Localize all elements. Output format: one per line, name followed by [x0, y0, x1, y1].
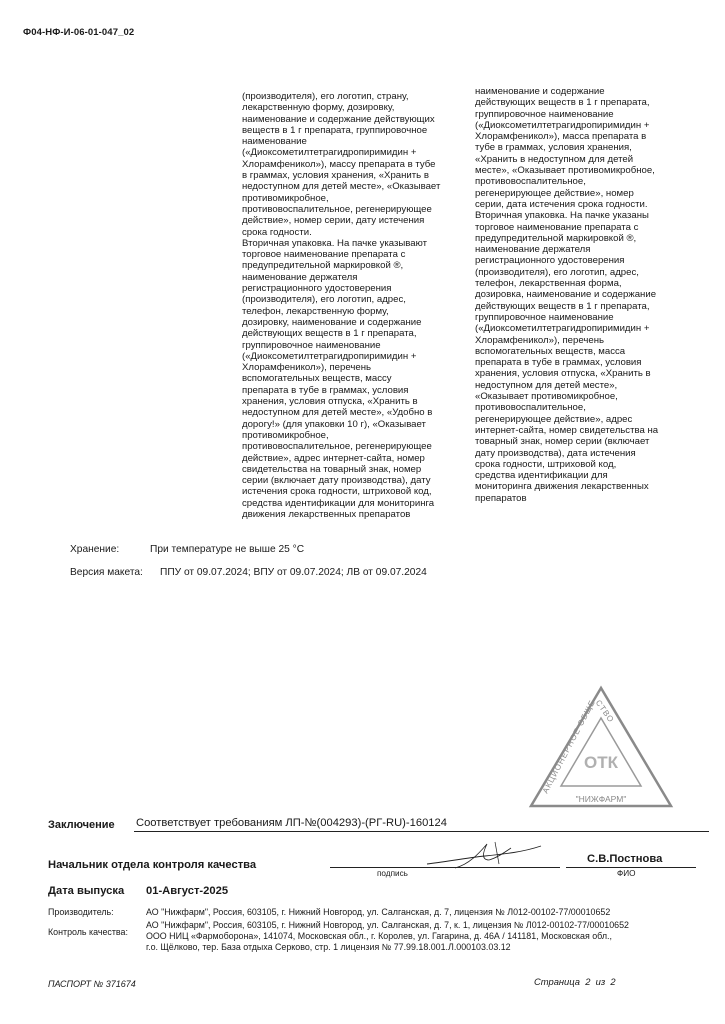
stamp-bottom-text: "НИЖФАРМ": [575, 794, 627, 804]
storage-label: Хранение:: [70, 544, 120, 555]
quality-control-line: г.о. Щёлково, тер. База отдыха Серково, стр. 1 лицензия № 77.99.18.001.Л.000103.03.12: [146, 942, 511, 953]
text-line: Хлорамфеникол»), перечень: [475, 334, 604, 346]
text-line: («Диоксометилтетрагидропиримидин +: [475, 119, 650, 131]
text-line: действующих веществ в 1 г препарата,: [242, 328, 417, 340]
text-line: препарата в тубе в граммах, условия: [242, 384, 409, 396]
text-line: Хлорамфеникол»), массу препарата в тубе: [242, 158, 436, 170]
conclusion-label: Заключение: [48, 819, 115, 831]
signature-line: [330, 867, 560, 868]
quality-control-line: ООО НИЦ «Фармоборона», 141074, Московская обл., г. Королев, ул. Гагарина, д. 46А / 141181, Московская обл.,: [146, 931, 612, 942]
text-line: противовоспалительное,: [475, 402, 586, 414]
layout-version-label: Версия макета:: [70, 567, 143, 578]
text-line: действующих веществ в 1 г препарата,: [475, 300, 650, 312]
text-line: действующих веществ в 1 г препарата,: [475, 97, 650, 109]
text-line: товарный знак, номер серии (включает: [475, 436, 650, 448]
text-line: серии, дата истечения срока годности.: [475, 198, 648, 210]
conclusion-underline: [134, 831, 709, 832]
text-line: вспомогательных веществ, массу: [242, 373, 392, 385]
text-line: интернет-сайта, номер свидетельства на: [475, 424, 659, 436]
text-line: свидетельства на товарный знак, номер: [242, 463, 422, 475]
text-line: регенерирующее действие», номер: [475, 187, 634, 199]
text-line: действие», номер серии, дату истечения: [242, 215, 425, 227]
quality-control-value: [146, 920, 629, 954]
otk-stamp: [527, 682, 675, 812]
manufacturer-label: Производитель:: [48, 907, 114, 917]
text-line: средства идентификации для: [475, 470, 608, 482]
page-of: из: [595, 976, 606, 987]
text-line: срока годности.: [242, 226, 312, 238]
text-line: противомикробное,: [242, 192, 329, 204]
text-line: дозировка, наименование и содержание: [475, 289, 657, 301]
text-line: группировочное наименование: [475, 311, 614, 323]
page-indicator: [534, 976, 616, 987]
text-line: Хлорамфеникол»), перечень: [242, 362, 371, 374]
text-line: предупредительной маркировкой ®,: [242, 260, 404, 272]
text-line: противовоспалительное, регенерирующее: [242, 203, 432, 215]
text-line: дозировку, наименование и содержание: [242, 316, 422, 328]
manufacturer-value: АО "Нижфарм", Россия, 603105, г. Нижний Новгород, ул. Салганская, д. 7, лицензия № Л012-00102-77/00010652: [146, 907, 611, 917]
text-line: действие», адрес интернет-сайта, номер: [242, 452, 425, 464]
document-code: Ф04-НФ-И-06-01-047_02: [23, 27, 135, 38]
text-line: («Диоксометилтетрагидропиримидин +: [475, 323, 650, 335]
text-line: противомикробное,: [242, 429, 329, 441]
text-line: мониторинга движения лекарственных: [475, 481, 649, 493]
svg-text:АКЦИОНЕРНОЕ ОБЩЕСТВО: [541, 698, 616, 795]
quality-control-label: Контроль качества:: [48, 927, 128, 937]
text-line: дату производства), дата истечения: [475, 447, 636, 459]
release-date-label: Дата выпуска: [48, 885, 125, 897]
page-current: 2: [585, 976, 591, 987]
text-line: хранения, условия отпуска, «Хранить в: [475, 368, 651, 380]
page-word: Страница: [534, 976, 580, 987]
quality-control-line: АО "Нижфарм", Россия, 603105, г. Нижний Новгород, ул. Салганская, д. 7, к. 1, лицензия № Л012-00102-77/00010652: [146, 920, 629, 930]
qc-head-label: Начальник отдела контроля качества: [48, 859, 257, 871]
text-line: («Диоксометилтетрагидропиримидин +: [242, 350, 417, 362]
text-line: противовоспалительное,: [475, 176, 586, 188]
text-line: Вторичная упаковка. На пачке указаны: [475, 210, 649, 222]
text-line: недоступном для детей месте», «Оказывает: [242, 181, 441, 193]
text-line: регистрационного удостоверения: [475, 255, 625, 267]
text-line: торговое наименование препарата с: [242, 249, 406, 261]
page-total: 2: [610, 976, 616, 987]
text-line: вспомогательных веществ, масса: [475, 345, 626, 357]
text-line: предупредительной маркировкой ®,: [475, 232, 637, 244]
name-line: [566, 867, 696, 868]
text-line: (производителя), его логотип, адрес,: [475, 266, 639, 278]
text-line: средства идентификации для мониторинга: [242, 497, 435, 509]
text-line: Вторичная упаковка. На пачке указывают: [242, 237, 428, 249]
text-line: серии (включает дату производства), дату: [242, 475, 431, 487]
text-line: препарата в тубе в граммах, условия: [475, 357, 642, 369]
text-line: торговое наименование препарата с: [475, 221, 639, 233]
text-line: дорогу!» (для упаковки 10 г), «Оказывает: [242, 418, 426, 430]
text-line: «Оказывает противомикробное,: [475, 391, 618, 403]
text-line: препаратов: [475, 492, 527, 504]
text-line: наименование держателя: [475, 244, 591, 256]
text-line: тубе в граммах, условия хранения,: [475, 142, 632, 154]
text-line: наименование: [242, 136, 307, 148]
stamp-arc-text: АКЦИОНЕРНОЕ ОБЩЕСТВО: [540, 698, 616, 795]
text-line: наименование держателя: [242, 271, 358, 283]
text-line: недоступном для детей месте», «Удобно в: [242, 407, 433, 419]
text-line: в граммах, условия хранения, «Хранить в: [242, 170, 429, 182]
text-column-left: [242, 91, 470, 520]
text-line: «Хранить в недоступном для детей: [475, 153, 634, 165]
passport-number: ПАСПОРТ № 371674: [48, 979, 136, 989]
text-line: срока годности, штриховой код,: [475, 458, 617, 470]
text-line: движения лекарственных препаратов: [242, 508, 411, 520]
stamp-center-text: ОТК: [584, 753, 618, 772]
fio-caption: ФИО: [617, 869, 636, 878]
layout-version-value: ППУ от 09.07.2024; ВПУ от 09.07.2024; ЛВ от 09.07.2024: [160, 567, 427, 578]
text-line: телефон, лекарственная форма,: [475, 278, 622, 290]
text-line: веществ в 1 г препарата, группировочное: [242, 124, 428, 136]
text-line: регенерирующее действие», адрес: [475, 413, 633, 425]
text-line: наименование и содержание: [475, 86, 605, 97]
text-line: истечения срока годности, штриховой код,: [242, 486, 432, 498]
release-date-value: 01-Август-2025: [146, 885, 229, 897]
text-line: Хлорамфеникол»), масса препарата в: [475, 131, 647, 143]
text-line: месте», «Оказывает противомикробное,: [475, 165, 655, 177]
text-line: группировочное наименование: [475, 108, 614, 120]
text-line: группировочное наименование: [242, 339, 381, 351]
signature-caption: подпись: [377, 869, 408, 878]
text-line: (производителя), его логотип, адрес,: [242, 294, 406, 306]
text-line: лекарственную форму, дозировку,: [242, 102, 395, 114]
text-line: («Диоксометилтетрагидропиримидин +: [242, 147, 417, 159]
storage-value: При температуре не выше 25 °С: [150, 544, 305, 555]
text-line: наименование и содержание действующих: [242, 113, 435, 125]
text-line: регистрационного удостоверения: [242, 283, 392, 295]
text-line: хранения, условия отпуска, «Хранить в: [242, 396, 418, 408]
text-line: недоступном для детей месте»,: [475, 379, 618, 391]
text-line: (производителя), его логотип, страну,: [242, 91, 409, 102]
qc-head-name: С.В.Постнова: [587, 853, 663, 865]
text-column-right: [475, 86, 707, 504]
text-line: телефон, лекарственную форму,: [242, 305, 389, 317]
text-line: противовоспалительное, регенерирующее: [242, 441, 432, 453]
conclusion-value: Соответствует требованиям ЛП-№(004293)-(РГ-RU)-160124: [136, 817, 447, 829]
